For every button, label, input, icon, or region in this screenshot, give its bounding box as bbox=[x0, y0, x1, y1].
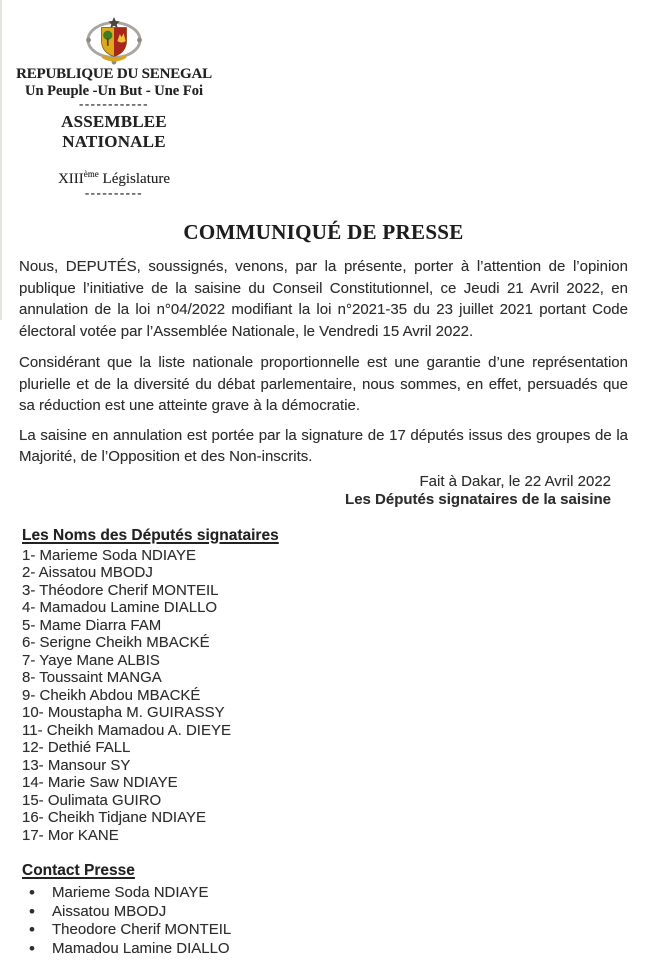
signatory-name: 2- Aissatou MBODJ bbox=[22, 564, 153, 581]
signatory-name: 7- Yaye Mane ALBIS bbox=[22, 651, 160, 669]
signatory-name: 4- Mamadou Lamine DIALLO bbox=[22, 599, 218, 616]
document-body bbox=[19, 256, 628, 468]
divider-dashes: ---------- bbox=[84, 185, 144, 200]
contact-name: • Aissatou MBODJ bbox=[22, 903, 647, 922]
national-motto: Un Peuple -Un But - Une Foi bbox=[24, 83, 204, 99]
signatories-heading: Les Noms des Députés signataires bbox=[22, 526, 279, 544]
assembly-name: ASSEMBLEE NATIONALE bbox=[61, 112, 167, 151]
signatory-name: 11- Cheikh Mamadou A. DIEYE bbox=[22, 721, 231, 739]
legislature-ordinal-suffix: ème bbox=[83, 169, 99, 179]
document-title: COMMUNIQUÉ DE PRESSE bbox=[183, 220, 464, 244]
signatories-caption: Les Députés signataires de la saisine bbox=[345, 490, 611, 508]
paragraph-intro: Nous, DEPUTÉS, soussignés, venons, par la présente, porter à l’attention de l’opinion publique l’initiative de la saisine du Conseil Constitutionnel, ce Jeudi 21 Avril 2022, en annulation de la loi n°04/2022 modifiant la loi n°2021-35 du 23 juillet 2021 portant Code électoral votée par l’Assemblée Nationale, le Vendredi 15 Avril 2022. bbox=[19, 258, 628, 340]
contact-section bbox=[22, 862, 647, 958]
signatory-name: 16- Cheikh Tidjane NDIAYE bbox=[22, 809, 206, 826]
contact-name: • Marieme Soda NDIAYE bbox=[22, 884, 647, 903]
legislature-word: Législature bbox=[98, 171, 171, 187]
signatory-name: 6- Serigne Cheikh MBACKÉ bbox=[22, 634, 210, 651]
signatory-name: 14- Marie Saw NDIAYE bbox=[22, 774, 178, 791]
contact-name: • Theodore Cherif MONTEIL bbox=[22, 921, 647, 940]
signatory-name: 12- Dethié FALL bbox=[22, 739, 131, 756]
signature-block bbox=[0, 473, 647, 509]
signatory-name: 15- Oulimata GUIRO bbox=[22, 791, 162, 809]
divider-dashes: ------------ bbox=[79, 96, 149, 111]
contact-list bbox=[22, 884, 647, 958]
signatories-section bbox=[22, 527, 647, 845]
republic-title: REPUBLIQUE DU SENEGAL bbox=[16, 66, 212, 82]
signatory-name: 5- Mame Diarra FAM bbox=[22, 616, 162, 634]
signatory-name: 8- Toussaint MANGA bbox=[22, 669, 162, 686]
signatory-name: 3- Théodore Cherif MONTEIL bbox=[22, 581, 219, 599]
contact-name: • Mamadou Lamine DIALLO bbox=[22, 940, 647, 959]
signatory-name: 13- Mansour SY bbox=[22, 756, 131, 774]
signatories-list bbox=[22, 547, 647, 845]
letterhead bbox=[10, 16, 218, 198]
signatory-name: 10- Moustapha M. GUIRASSY bbox=[22, 704, 225, 721]
contact-heading: Contact Presse bbox=[22, 862, 135, 879]
legislature-roman: XIII bbox=[57, 171, 84, 187]
signatory-name: 1- Marieme Soda NDIAYE bbox=[22, 546, 196, 564]
paragraph-saisine: La saisine en annulation est portée par la signature de 17 députés issus des groupes de la Majorité, de l’Opposition et des Non-inscrits. bbox=[19, 426, 628, 465]
signatory-name: 9- Cheikh Abdou MBACKÉ bbox=[22, 686, 201, 704]
scan-edge-artifact bbox=[0, 0, 2, 320]
senegal-coat-of-arms-icon bbox=[85, 16, 143, 66]
place-date: Fait à Dakar, le 22 Avril 2022 bbox=[419, 472, 611, 490]
paragraph-considerant: Considérant que la liste nationale proportionnelle est une garantie d’une représentation plurielle et de la diversité du débat parlementaire, nous sommes, en effet, persuadés que sa réduction est une atteinte grave à la démocratie. bbox=[19, 354, 628, 414]
signatory-name: 17- Mor KANE bbox=[22, 826, 119, 844]
